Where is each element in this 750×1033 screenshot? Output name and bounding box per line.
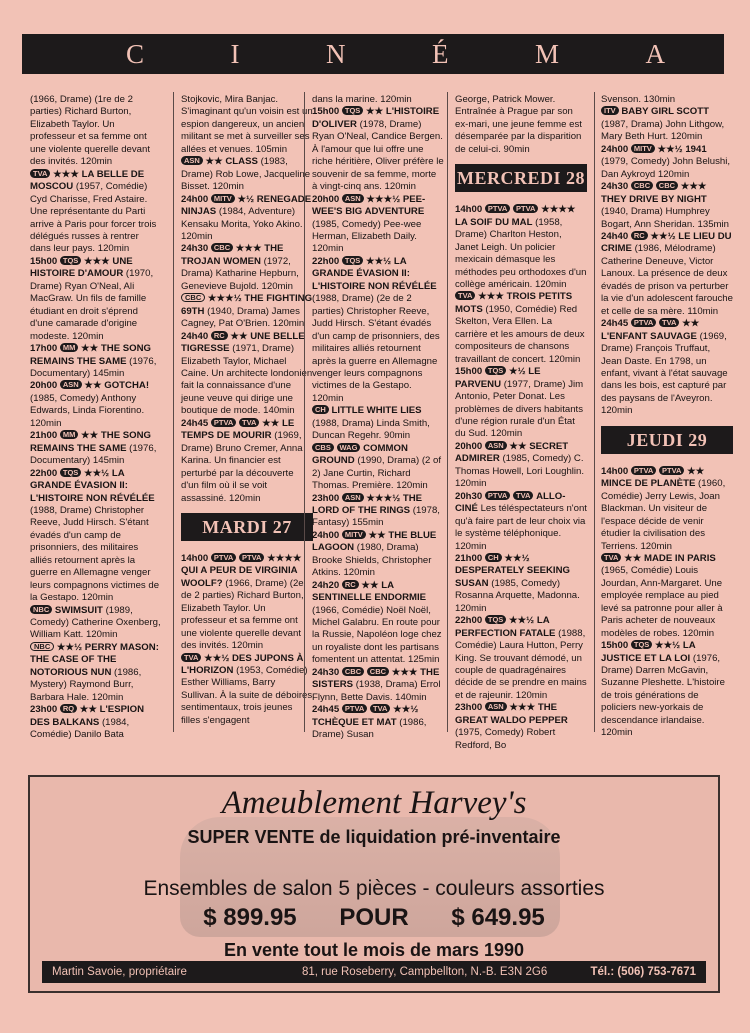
channel-badge: NBC <box>30 605 52 614</box>
proprietor-name: Martin Savoie, propriétaire <box>52 966 187 978</box>
movie-description: (1966, Drame) (1re de 2 parties) Richard Burton, Elizabeth Taylor. Un professeur et sa femme ont une violente querelle devant des invités. 120min <box>30 94 151 168</box>
movie-title: ★★★½ THE FIGHTING 69TH <box>181 293 313 317</box>
channel-badge: MITV <box>631 144 655 153</box>
movie-title: ★½ LE PARVENU <box>455 366 541 390</box>
movie-description: (1978, Drame) Ryan O'Neal, Candice Bergen. À l'amour que lui offre une riche héritière, Oliver préfère le souvenir de sa femme, morte à vingt-cinq ans. 120min <box>312 118 444 193</box>
sale-headline: SUPER VENTE de liquidation pré-inventaire <box>187 827 561 847</box>
listing-entry <box>312 530 444 580</box>
channel-badge: PTVA <box>485 491 510 500</box>
channel-badge: TQS <box>60 256 81 265</box>
movie-description: (1989, Comedy) Catherine Oxenberg, William Katt. 120min <box>30 604 161 641</box>
listing-entry <box>312 194 444 256</box>
showtime: 22h00 <box>312 255 340 267</box>
listing-entry <box>312 580 444 667</box>
movie-title: ★★½ TCHÈQUE ET MAT <box>312 704 419 728</box>
movie-title: COMMON GROUND <box>312 442 408 467</box>
showtime: 24h20 <box>312 579 340 591</box>
channel-badge: CBS <box>312 443 334 452</box>
showtime: 24h45 <box>181 417 209 429</box>
listing-entry <box>30 704 162 741</box>
movie-title: LITTLE WHITE LIES <box>331 405 422 417</box>
movie-description: dans la marine. 120min <box>312 94 412 105</box>
movie-title: ★★★★ QUI A PEUR DE VIRGINIA WOOLF? <box>181 552 302 589</box>
channel-badge: TQS <box>342 256 363 265</box>
listing-entry <box>30 642 162 704</box>
movie-title: ★★ UNE BELLE TIGRESSE <box>181 330 305 355</box>
channel-badge: TQS <box>342 106 363 115</box>
channel-badge: TVA <box>601 553 621 562</box>
channel-badge: PTVA <box>659 466 684 475</box>
banner-letters <box>22 34 724 74</box>
listing-entry <box>30 380 162 430</box>
channel-badge: RC <box>631 231 648 240</box>
showtime: 14h00 <box>181 552 209 564</box>
movie-description: (1983, Drame) Rob Lowe, Jacqueline Bisset. 120min <box>181 156 311 193</box>
movie-title: ★★ MADE IN PARIS <box>624 552 716 564</box>
showtime: 24h45 <box>601 318 629 330</box>
listing-entry <box>181 331 313 418</box>
movie-description: (1953, Comédie) Esther Williams, Barry Sullivan. À la suite de déboires sentimentaux, trois jeunes filles s'engagent <box>181 665 313 726</box>
showtime: 24h00 <box>312 529 340 541</box>
channel-badge: TVA <box>455 291 475 300</box>
showtime: 14h00 <box>601 465 629 477</box>
movie-title: ★★½ LA PERFECTION FATALE <box>455 615 556 639</box>
channel-badge: ASN <box>181 156 203 165</box>
listing-entry <box>601 466 733 553</box>
listing-entry <box>312 493 444 530</box>
channel-badge: ASN <box>60 380 82 389</box>
channel-badge: ITV <box>601 106 619 115</box>
movie-description: (1984, Adventure) Kensaku Morita, Yoko Akino. 120min <box>181 206 303 242</box>
channel-badge: NBC <box>30 642 54 651</box>
listing-entry <box>601 94 733 106</box>
listing-entry <box>30 256 162 343</box>
movie-description: (1978, Fantasy) 155min <box>312 504 440 529</box>
movie-description: (1960, Comédie) Jerry Lewis, Joan Blackman. Un visiteur de l'espace décide de venir étudier la civilisation des Terriens. 120min <box>601 478 726 552</box>
channel-badge: PTVA <box>631 466 656 475</box>
movie-description: (1971, Drame) Elizabeth Taylor, Michael Caine. Un architecte londonien fait la connaissance d'une jeune veuve qui dirige une boutique de mode. 140min <box>181 343 313 417</box>
movie-title: ★★★ THE GREAT WALDO PEPPER <box>455 702 568 726</box>
movie-description: (1987, Drama) John Lithgow, Mary Beth Hurt. 120min <box>601 118 725 143</box>
furniture-advertisement <box>28 775 720 993</box>
channel-badge: CBC <box>656 181 678 190</box>
movie-description: (1970, Drame) Ryan O'Neal, Ali MacGraw. Un fils de famille étudiant en droit s'éprend d'une camarade d'origine modeste. 120min <box>30 268 154 342</box>
listing-entry <box>181 194 313 244</box>
channel-badge: TVA <box>181 653 201 662</box>
banner-letter: I <box>230 38 241 69</box>
movie-description: (1988, Drame) Christopher Reeve, Judd Hirsch. S'étant évadés d'un camp de prisonniers, des militaires alliés retournent après la guerre en Allemagne venger leurs compagnons victimes de la Gestapo. 120min <box>30 504 160 604</box>
showtime: 24h40 <box>181 330 209 342</box>
movie-description: (1938, Drama) Errol Flynn, Bette Davis. 140min <box>312 679 441 703</box>
movie-title: ★★ LE TEMPS DE MOURIR <box>181 417 295 442</box>
listing-entry <box>30 430 162 467</box>
price-connector: POUR <box>339 904 409 931</box>
listing-entry <box>30 169 162 256</box>
channel-badge: CBC <box>211 243 233 252</box>
movie-description: (1972, Drama) Katharine Hepburn, Genevieve Bujold. 120min <box>181 255 299 292</box>
listing-entry <box>312 405 444 442</box>
movie-description: Svenson. 130min <box>601 94 676 105</box>
movie-description: (1977, Drame) Jim Antonio, Peter Donat. Les problèmes de divers habitants d'une région rurale d'un État du Sud. 120min <box>455 378 584 440</box>
movie-description: (1940, Drama) Humphrey Bogart, Ann Sheridan. 135min <box>601 206 730 230</box>
channel-badge: TVA <box>239 418 259 427</box>
channel-badge: PTVA <box>239 553 264 562</box>
movie-description: (1980, Drama) Brooke Shields, Christopher Atkins. 120min <box>312 542 432 579</box>
channel-badge: PTVA <box>211 553 236 562</box>
movie-title: ★★★ THE TROJAN WOMEN <box>181 243 284 267</box>
listing-entry <box>312 106 444 193</box>
channel-badge: WAG <box>337 443 361 452</box>
showtime: 23h00 <box>455 702 483 714</box>
channel-badge: PTVA <box>211 418 236 427</box>
listing-entry <box>455 204 587 291</box>
showtime: 24h00 <box>601 143 629 155</box>
movie-description: (1985, Comedy) C. Thomas Howell, Lori Loughlin. 120min <box>455 453 585 490</box>
listing-entry <box>455 94 587 156</box>
channel-badge: TVA <box>513 491 533 500</box>
channel-badge: RQ <box>60 704 77 713</box>
original-price: $ 899.95 <box>203 904 297 931</box>
listing-entry <box>312 704 444 741</box>
channel-badge: TQS <box>485 615 506 624</box>
listing-entry <box>181 553 313 653</box>
listing-entry <box>601 181 733 231</box>
channel-badge: CBC <box>631 181 653 190</box>
listings-column-5 <box>601 94 733 739</box>
channel-badge: ASN <box>342 194 364 203</box>
sale-period: En vente tout le mois de mars 1990 <box>223 940 525 960</box>
movie-title: ★★ CLASS <box>205 156 258 168</box>
showtime: 22h00 <box>30 467 58 479</box>
listing-entry <box>30 605 162 642</box>
product-line: Ensembles de salon 5 pièces - couleurs assorties <box>143 877 605 900</box>
channel-badge: RC <box>211 331 228 340</box>
showtime: 24h00 <box>181 193 209 205</box>
channel-badge: ASN <box>342 493 364 502</box>
showtime: 15h00 <box>30 255 58 267</box>
listing-entry <box>601 144 733 181</box>
showtime: 24h30 <box>181 243 209 255</box>
channel-badge: TQS <box>60 468 81 477</box>
listing-entry <box>601 106 733 143</box>
channel-badge: TVA <box>30 169 50 178</box>
movie-description: (1988, Drama) Linda Smith, Duncan Regehr. 90min <box>312 417 430 442</box>
column-divider <box>447 92 448 732</box>
store-name: Ameublement Harvey's <box>221 785 527 821</box>
channel-badge: PTVA <box>513 204 538 213</box>
movie-description: (1985, Comedy) Anthony Edwards, Linda Fiorentino. 120min <box>30 392 145 429</box>
movie-title: ★★ L'ESPION DES BALKANS <box>30 704 145 728</box>
listing-entry <box>601 640 733 740</box>
banner-letter: C <box>126 38 146 69</box>
movie-description: (1976, Documentary) 145min <box>30 355 157 379</box>
listing-entry <box>181 293 313 330</box>
listing-entry <box>181 653 313 728</box>
movie-title: ★★ LA SENTINELLE ENDORMIE <box>312 579 427 604</box>
day-heading: JEUDI 29 <box>601 426 733 454</box>
channel-badge: ASN <box>485 441 507 450</box>
movie-title: ★★★★ LA SOIF DU MAL <box>455 204 576 228</box>
showtime: 20h00 <box>30 380 58 392</box>
movie-title: ★★★ THEY DRIVE BY NIGHT <box>601 181 707 205</box>
movie-title: ★★★ UNE HISTOIRE D'AMOUR <box>30 255 133 280</box>
movie-title: ★★ THE BLUE LAGOON <box>312 529 437 554</box>
showtime: 17h00 <box>30 343 58 355</box>
channel-badge: ASN <box>485 702 507 711</box>
movie-title: ★★ SECRET ADMIRER <box>455 440 569 465</box>
listing-entry <box>455 702 587 752</box>
showtime: 24h30 <box>601 181 629 193</box>
movie-description: (1988, Comédie) Laura Hutton, Perry King. Se trouvant démodé, un couple de quadragénaires décide de se prendre en mains et de rajeunir. 120min <box>455 627 587 701</box>
movie-description: Les téléspectateurs n'ont qu'à faire part de leur choix via le système téléphonique. 120min <box>455 503 587 552</box>
showtime: 15h00 <box>455 366 483 378</box>
movie-description: (1969, Drame) Bruno Cremer, Anna Karina. Un financier est perturbé par la découverte d'un film où il se voit assassiné. 120min <box>181 430 303 504</box>
channel-badge: CH <box>312 405 329 414</box>
listing-entry <box>312 443 444 493</box>
movie-description: (1957, Comédie) Cyd Charisse, Fred Astaire. Une représentante du Parti arrive à Paris pour forcer trois délégués russes à rentrer dans leur pays. 120min <box>30 181 157 255</box>
movie-title: ★★ MINCE DE PLANÈTE <box>601 465 705 490</box>
listing-entry <box>181 418 313 505</box>
movie-title: ★★½ LA GRANDE ÉVASION II: L'HISTOIRE NON RÉVÉLÉE <box>30 467 155 504</box>
listing-entry <box>455 491 587 553</box>
showtime: 24h45 <box>312 704 340 716</box>
movie-title: ★★½ DES JUPONS À L'HORIZON <box>181 652 304 677</box>
movie-description: (1950, Comédie) Red Skelton, Vera Ellen. La carrière et les amours de deux compositeurs de chansons travaillant de concert. 120min <box>455 303 585 365</box>
movie-title: ★★ L'ENFANT SAUVAGE <box>601 318 700 342</box>
movie-description: (1985, Comedy) Pee-wee Herman, Elizabeth Daily. 120min <box>312 218 422 255</box>
movie-description: (1966, Comédie) Noël Noël, Michel Galabru. En route pour la Russie, Napoléon loge chez un royaliste dont les partisans fomentent un attentat. 125min <box>312 604 442 666</box>
movie-description: (1958, Drame) Charlton Heston, Janet Leigh. Un policier mexicain démasque les méthodes peu orthodoxes d'un collège américain. 120min <box>455 216 587 290</box>
movie-title: ★★½ DESPERATELY SEEKING SUSAN <box>455 552 570 589</box>
showtime: 20h30 <box>455 490 483 502</box>
movie-title: ★★ THE SONG REMAINS THE SAME <box>30 430 152 454</box>
showtime: 15h00 <box>312 106 340 118</box>
showtime: 23h00 <box>30 704 58 716</box>
channel-badge: MITV <box>342 530 366 539</box>
movie-title: ★★½ LA GRANDE ÉVASION II: L'HISTOIRE NON RÉVÉLÉE <box>312 255 437 292</box>
movie-title: ★★½ PERRY MASON: THE CASE OF THE NOTORIOUS NUN <box>30 641 159 678</box>
banner-letter: É <box>431 38 450 69</box>
banner-letter: A <box>645 38 666 69</box>
movie-description: (1940, Drama) James Cagney, Pat O'Brien. 120min <box>181 305 305 330</box>
channel-badge: MM <box>60 343 79 352</box>
movie-description: (1986, Mélodrame) Catherine Deneuve, Victor Lanoux. La présence de deux évadés de prison va perturber la vie d'un adolescent farouche et celle de sa mère. 110min <box>601 243 733 317</box>
movie-title: ALLO-CINÉ <box>455 490 566 515</box>
listing-entry <box>312 256 444 405</box>
movie-description: (1966, Drame) (2e de 2 parties) Richard Burton, Elizabeth Taylor. Un professeur et sa femme ont une violente querelle devant des invités. 120min <box>181 577 304 652</box>
listing-entry <box>601 231 733 318</box>
movie-title: SWIMSUIT <box>54 604 103 616</box>
movie-title: BABY GIRL SCOTT <box>621 106 709 118</box>
sale-price: $ 649.95 <box>451 904 545 931</box>
movie-title: ★★½ LA JUSTICE ET LA LOI <box>601 640 696 664</box>
channel-badge: MITV <box>211 194 235 203</box>
channel-badge: PTVA <box>631 318 656 327</box>
price-row <box>30 904 718 932</box>
listings-column-2 <box>181 94 313 734</box>
column-divider <box>594 92 595 732</box>
movie-title: ★★★ THE SISTERS <box>312 666 440 691</box>
channel-badge: RC <box>342 580 359 589</box>
channel-badge: MM <box>60 430 79 439</box>
showtime: 22h00 <box>455 615 483 627</box>
listing-entry <box>30 94 162 169</box>
movie-description: (1979, Comedy) John Belushi, Dan Aykroyd 120min <box>601 156 731 180</box>
showtime: 21h00 <box>455 552 483 564</box>
listing-entry <box>455 553 587 615</box>
movie-description: (1975, Comedy) Robert Redford, Bo <box>455 727 556 751</box>
movie-description: (1976, Drame) Darren McGavin, Suzanne Pleshette. L'histoire de trois générations de policiers new-yorkais de descendance irlandaise. 120min <box>601 652 725 739</box>
listing-entry <box>455 615 587 702</box>
day-heading: MERCREDI 28 <box>455 164 587 192</box>
movie-description: (1965, Comédie) Louis Jourdan, Ann-Margaret. Une employée remplace au pied levé sa patronne pour aller à Paris acheter de nouveaux modèles de robes. 120min <box>601 565 723 639</box>
column-divider <box>304 92 305 732</box>
listing-entry <box>601 318 733 418</box>
listing-entry <box>455 291 587 366</box>
channel-badge: CH <box>485 553 502 562</box>
movie-description: (1986, Drame) Susan <box>312 716 427 741</box>
ad-footer-bar <box>42 961 706 983</box>
store-phone: Tél.: (506) 753-7671 <box>590 966 696 978</box>
cinema-banner <box>22 34 724 74</box>
movie-description: (1969, Drame) François Truffaut, Jean Daste. En 1798, un enfant, vivant à l'état sauvage dans les bois, est capturé par des paysans de l'Aveyron. 120min <box>601 330 728 417</box>
movie-title: ★★ L'HISTOIRE D'OLIVER <box>312 106 440 130</box>
listing-entry <box>312 667 444 704</box>
store-address: 81, rue Roseberry, Campbellton, N.-B. E3N 2G6 <box>302 966 548 978</box>
channel-badge: PTVA <box>342 704 367 713</box>
channel-badge: CBC <box>181 293 205 302</box>
movie-description: (1986, Mystery) Raymond Burr, Barbara Hale. 120min <box>30 666 142 703</box>
channel-badge: TVA <box>659 318 679 327</box>
listing-entry <box>312 94 444 106</box>
channel-badge: CBC <box>342 667 364 676</box>
movie-title: ★★ GOTCHA! <box>84 380 150 392</box>
day-heading: MARDI 27 <box>181 513 313 541</box>
showtime: 14h00 <box>455 204 483 216</box>
banner-letter: N <box>325 38 347 69</box>
movie-description: (1984, Comédie) Danilo Bata <box>30 716 130 741</box>
column-divider <box>173 92 174 732</box>
movie-description: George, Patrick Mower. Entraînée à Prague par son ex-mari, une jeune femme est désemparée par la disparition de celui-ci. 90min <box>455 94 582 155</box>
showtime: 24h40 <box>601 230 629 242</box>
movie-title: ★★★½ PEE-WEE'S BIG ADVENTURE <box>312 193 426 218</box>
movie-description: Stojkovic, Mira Banjac. S'imaginant qu'un voisin est un espion dangereux, un ancien militant se met à surveiller ses allées et venues. 105min <box>181 94 313 155</box>
movie-description: (1990, Drama) (2 of 2) Jane Curtin, Richard Thomas. Première. 120min <box>312 455 442 492</box>
movie-title: ★½ RENEGADE NINJAS <box>181 193 312 218</box>
movie-title: ★★½ 1941 <box>657 143 707 155</box>
movie-description: (1976, Documentary) 145min <box>30 442 157 467</box>
listings-column-4 <box>455 94 587 751</box>
movie-description: (1985, Comedy) Rosanna Arquette, Madonna. 120min <box>455 577 580 614</box>
showtime: 20h00 <box>312 193 340 205</box>
movie-title: ★★★ TROIS PETITS MOTS <box>455 291 573 315</box>
showtime: 15h00 <box>601 640 629 652</box>
channel-badge: TQS <box>485 366 506 375</box>
showtime: 21h00 <box>30 430 58 442</box>
listing-entry <box>455 366 587 441</box>
movie-title: ★★★ LA BELLE DE MOSCOU <box>30 168 145 193</box>
listing-entry <box>181 94 313 156</box>
listings-column-1 <box>30 94 162 741</box>
listing-entry <box>181 156 313 193</box>
channel-badge: TQS <box>631 640 652 649</box>
channel-badge: PTVA <box>485 204 510 213</box>
listing-entry <box>181 243 313 293</box>
movie-title: ★★½ LE LIEU DU CRIME <box>601 230 732 255</box>
movie-description: (1988, Drame) (2e de 2 parties) Christopher Reeve, Judd Hirsch. S'étant évadés d'un camp de prisonniers, des militaires alliés retournent après la guerre en Allemagne venger leurs compagnons victimes de la Gestapo. 120min <box>312 293 440 404</box>
listing-entry <box>455 441 587 491</box>
showtime: 23h00 <box>312 492 340 504</box>
listings-column-3 <box>312 94 444 741</box>
movie-title: ★★★½ THE LORD OF THE RINGS <box>312 492 423 516</box>
movie-title: ★★ THE SONG REMAINS THE SAME <box>30 343 152 367</box>
channel-badge: CBC <box>367 667 389 676</box>
listing-entry <box>30 468 162 605</box>
listing-entry <box>601 553 733 640</box>
banner-letter: M <box>534 38 560 69</box>
listing-entry <box>30 343 162 380</box>
showtime: 20h00 <box>455 440 483 452</box>
showtime: 24h30 <box>312 666 340 678</box>
channel-badge: TVA <box>370 704 390 713</box>
